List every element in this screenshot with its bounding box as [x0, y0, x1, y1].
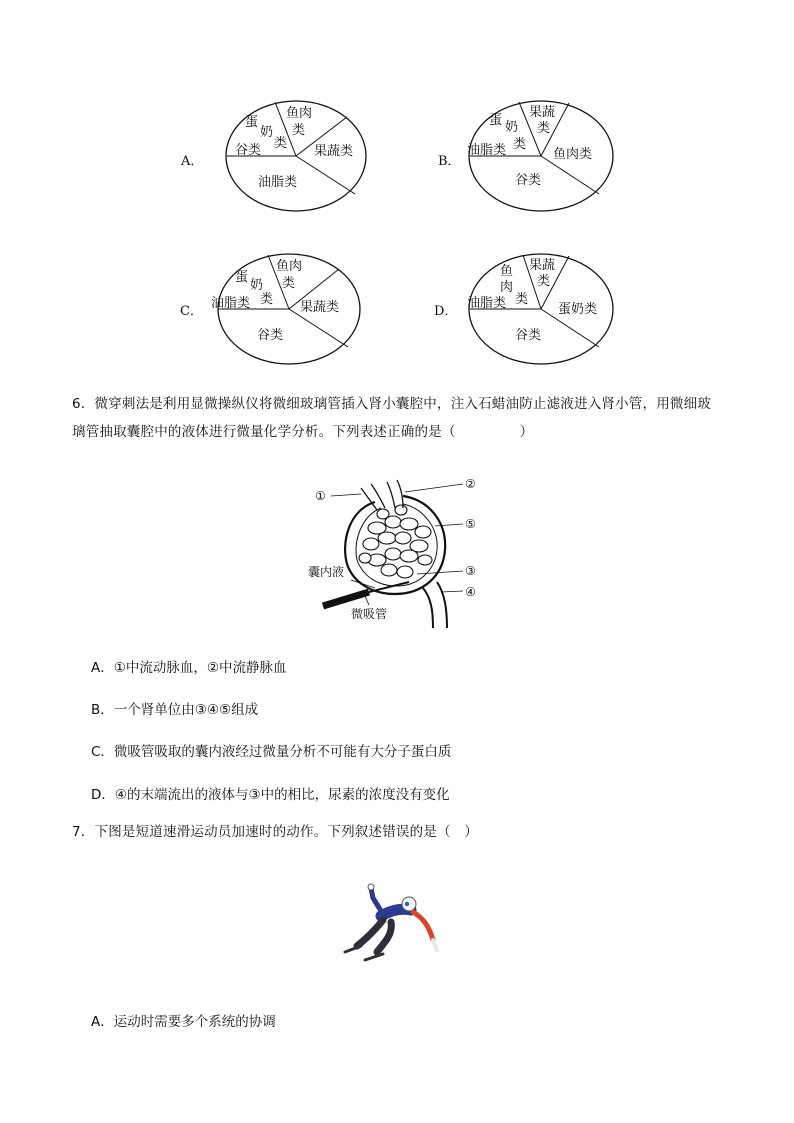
pie-label: 类 — [537, 121, 551, 136]
skater-front-hand — [433, 940, 437, 950]
pie-label: 油脂类 — [258, 175, 298, 190]
pie-label: 类 — [513, 137, 527, 152]
pie-chart-option-c — [210, 251, 365, 369]
pie-label: 油脂类 — [467, 143, 507, 158]
pie-label: 类 — [537, 274, 551, 289]
pie-label: 油脂类 — [211, 296, 251, 311]
pie-label: 蛋 — [489, 113, 503, 128]
pie-divider — [296, 156, 355, 194]
pie-label: 谷类 — [235, 143, 262, 158]
option-letter-b: B． — [438, 154, 461, 169]
skater-helmet-number — [405, 902, 409, 906]
label-4: ④ — [465, 585, 476, 599]
pie-chart-option-a — [222, 98, 372, 216]
pie-label: 奶 — [260, 125, 274, 140]
option-letter-a: A． — [181, 154, 204, 169]
option-letter-c: C． — [180, 304, 203, 319]
pie-label: 类 — [260, 292, 274, 307]
skater-front-skate — [365, 954, 383, 960]
pie-label: 鱼肉 — [276, 259, 303, 274]
label-micropipette: 微吸管 — [351, 607, 388, 621]
pie-label: 鱼肉类 — [553, 147, 593, 162]
pie-label: 谷类 — [515, 328, 542, 343]
skater-front-arm — [413, 912, 433, 940]
leader-line-fluid — [351, 580, 375, 588]
question-6-stem — [72, 390, 732, 446]
q6-choice-c[interactable]: C．微吸管吸取的囊内液经过微量分析不可能有大分子蛋白质 — [91, 744, 452, 760]
pie-label: 鱼肉 — [286, 106, 313, 121]
leader-line-2 — [405, 484, 463, 492]
question-6-line-2-text: 璃管抽取囊腔中的液体进行微量化学分析。下列表述正确的是（ — [72, 424, 456, 440]
pie-label: 奶 — [505, 120, 519, 135]
pie-label: 果蔬类 — [314, 144, 354, 159]
skater-glove — [368, 884, 374, 890]
micropipette-shaft — [323, 592, 369, 606]
label-3: ③ — [465, 564, 476, 578]
pie-label: 谷类 — [257, 328, 284, 343]
question-6-line-1: 6．微穿刺法是利用显微操纵仪将微细玻璃管插入肾小囊腔中，注入石蜡油防止滤液进入肾小管，用微细玻 — [72, 396, 711, 412]
question-6-line-2 — [72, 418, 732, 446]
leader-line-5 — [435, 524, 463, 526]
q6-choice-a[interactable]: A．①中流动脉血，②中流静脉血 — [91, 660, 287, 676]
q6-choice-d[interactable]: D．④的末端流出的液体与③中的相比，尿素的浓度没有变化 — [91, 787, 450, 803]
speed-skater-image — [335, 880, 455, 970]
pie-label: 类 — [282, 276, 296, 291]
label-2: ② — [465, 477, 476, 491]
pie-label: 蛋 — [235, 270, 249, 285]
leader-line-pipette — [365, 596, 369, 605]
pie-label: 奶 — [250, 278, 264, 293]
q6-choice-b[interactable]: B．一个肾单位由③④⑤组成 — [91, 702, 259, 718]
leader-line-4 — [441, 591, 463, 592]
label-capsule-fluid: 囊内液 — [308, 565, 345, 579]
pie-label: 果蔬 — [529, 258, 556, 273]
skater-back-leg — [357, 920, 383, 946]
q7-choice-a[interactable]: A．运动时需要多个系统的协调 — [91, 1014, 276, 1030]
pie-label: 肉 — [500, 280, 514, 295]
renal-tubule — [423, 582, 447, 628]
question-7-stem: 7．下图是短道速滑运动员加速时的动作。下列叙述错误的是（ ） — [72, 824, 479, 840]
pie-label: 果蔬 — [529, 105, 556, 120]
pie-label: 蛋奶类 — [558, 302, 598, 317]
arteriole-2 — [387, 480, 403, 508]
label-5: ⑤ — [465, 517, 476, 531]
glomerulus-diagram — [305, 470, 495, 630]
question-6-line-2-end: ） — [519, 424, 534, 440]
pie-label: 油脂类 — [467, 296, 507, 311]
pie-label: 果蔬类 — [300, 300, 340, 315]
pie-chart-option-b — [465, 98, 617, 216]
option-letter-d: D． — [434, 304, 458, 319]
pie-label: 类 — [292, 123, 306, 138]
pie-chart-option-d — [465, 251, 617, 369]
pie-label: 类 — [274, 136, 288, 151]
label-1: ① — [315, 489, 326, 503]
micropipette-tip — [369, 582, 409, 592]
pie-label: 谷类 — [515, 173, 542, 188]
pie-label: 鱼 — [500, 264, 514, 279]
pie-label: 蛋 — [245, 115, 259, 130]
pie-label: 类 — [515, 292, 529, 307]
leader-line-3 — [417, 571, 463, 574]
glomerulus-capillaries — [359, 505, 432, 578]
leader-line-1 — [331, 494, 361, 496]
